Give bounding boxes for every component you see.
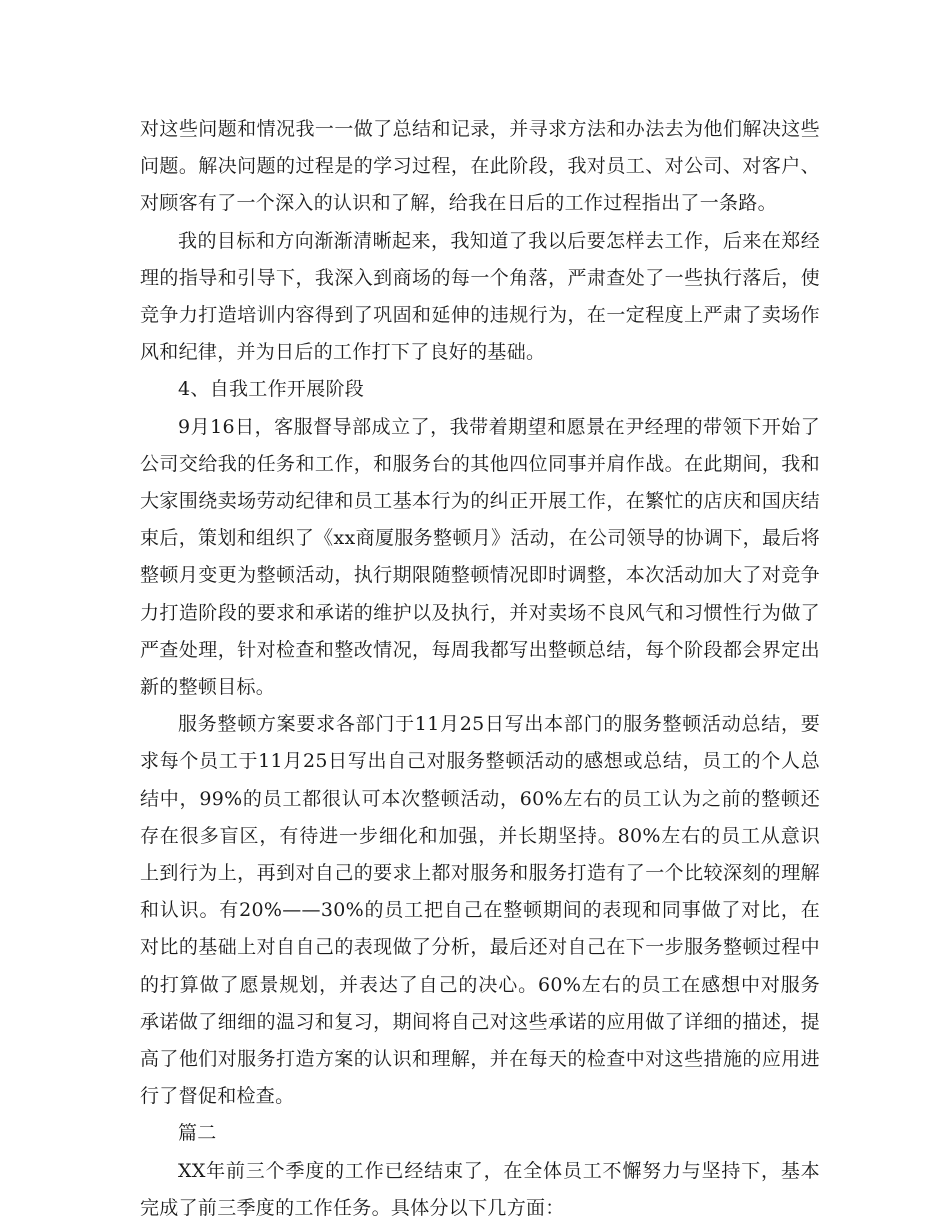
paragraph-2: 我的目标和方向渐渐清晰起来，我知道了我以后要怎样去工作，后来在郑经理的指导和引导下，我深入到商场的每一个角落，严肃查处了一些执行落后，使竞争力打造培训内容得到了巩固和延伸的违规行为，在一定程度上严肃了卖场作风和纪律，并为日后的工作打下了良好的基础。 bbox=[140, 229, 820, 364]
section-heading-part-two: 篇二 bbox=[178, 1122, 217, 1145]
paragraph-1: 对这些问题和情况我一一做了总结和记录，并寻求方法和办法去为他们解决这些问题。解决问题的过程是的学习过程，在此阶段，我对员工、对公司、对客户、对顾客有了一个深入的认识和了解，给我在日后的工作过程指出了一条路。 bbox=[140, 118, 820, 215]
section-heading-4: 4、自我工作开展阶段 bbox=[178, 378, 365, 401]
paragraph-5: XX年前三个季度的工作已经结束了，在全体员工不懈努力与坚持下，基本完成了前三季度的工作任务。具体分以下几方面： bbox=[140, 1159, 820, 1219]
paragraph-3: 9月16日，客服督导部成立了，我带着期望和愿景在尹经理的带领下开始了公司交给我的任务和工作，和服务台的其他四位同事并肩作战。在此期间，我和大家围绕卖场劳动纪律和员工基本行为的纠正开展工作，在繁忙的店庆和国庆结束后，策划和组织了《xx商厦服务整顿月》活动，在公司领导的协调下，最后将整顿月变更为整顿活动，执行期限随整顿情况即时调整，本次活动加大了对竞争力打造阶段的要求和承诺的维护以及执行，并对卖场不良风气和习惯性行为做了严查处理，针对检查和整改情况，每周我都写出整顿总结，每个阶段都会界定出新的整顿目标。 bbox=[140, 415, 820, 699]
document-page bbox=[140, 111, 820, 1227]
paragraph-4: 服务整顿方案要求各部门于11月25日写出本部门的服务整顿活动总结，要求每个员工于11月25日写出自己对服务整顿活动的感想或总结，员工的个人总结中，99%的员工都很认可本次整顿活动，60%左右的员工认为之前的整顿还存在很多盲区，有待进一步细化和加强，并长期坚持。80%左右的员工从意识上到行为上，再到对自己的要求上都对服务和服务打造有了一个比较深刻的理解和认识。有20%——30%的员工把自己在整顿期间的表现和同事做了对比，在对比的基础上对自自己的表现做了分析，最后还对自己在下一步服务整顿过程中的打算做了愿景规划，并表达了自己的决心。60%左右的员工在感想中对服务承诺做了细细的温习和复习，期间将自己对这些承诺的应用做了详细的描述，提高了他们对服务打造方案的认识和理解，并在每天的检查中对这些措施的应用进行了督促和检查。 bbox=[140, 713, 820, 1108]
